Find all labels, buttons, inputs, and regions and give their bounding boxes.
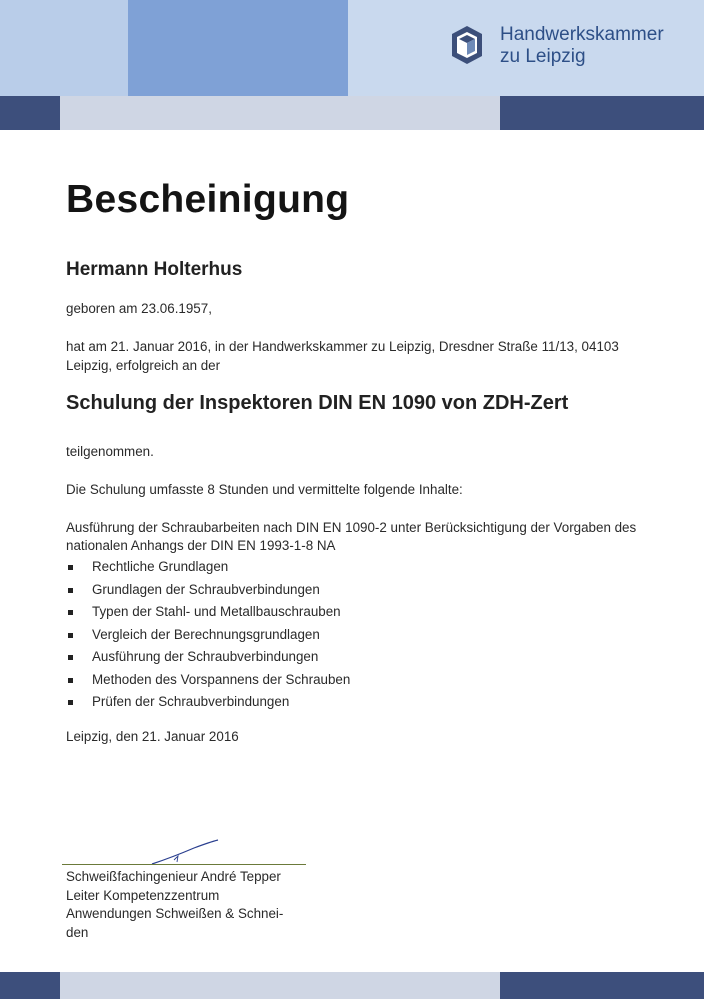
- header-block-left: [0, 0, 128, 96]
- header-block-mid: [128, 0, 348, 96]
- topic-line-1: Ausführung der Schraubarbeiten nach DIN EN 1090-2 unter Berücksichtigung der Vorgaben des: [66, 520, 637, 535]
- intro-line-2: Leipzig, erfolgreich an der: [66, 358, 221, 373]
- organization-name: [500, 24, 664, 68]
- intro-line-1: hat am 21. Januar 2016, in der Handwerkskammer zu Leipzig, Dresdner Straße 11/13, 04103: [66, 339, 619, 354]
- birth-date: geboren am 23.06.1957,: [66, 301, 212, 316]
- list-item: Rechtliche Grundlagen: [66, 556, 350, 579]
- top-band: [0, 96, 704, 130]
- recipient-name: Hermann Holterhus: [66, 259, 243, 280]
- chamber-logo-icon: [448, 26, 486, 64]
- topic-line-2: nationalen Anhangs der DIN EN 1993-1-8 NA: [66, 538, 336, 553]
- list-item: Grundlagen der Schraubverbindungen: [66, 579, 350, 602]
- content-list: [66, 556, 350, 714]
- signer-role: Leiter Kompetenzzentrum: [66, 887, 220, 903]
- scope-text: Die Schulung umfasste 8 Stunden und vermittelte folgende Inhalte:: [66, 482, 463, 497]
- signer-department: Anwendungen Schweißen & Schnei-: [66, 906, 284, 921]
- bottom-band: [0, 972, 704, 999]
- document-title: Bescheinigung: [66, 178, 350, 221]
- org-line-2: zu Leipzig: [500, 46, 586, 67]
- org-line-1: Handwerkskammer: [500, 24, 664, 45]
- signer-block: [66, 868, 283, 942]
- place-date: Leipzig, den 21. Januar 2016: [66, 729, 239, 744]
- list-item: Typen der Stahl- und Metallbauschrauben: [66, 601, 350, 624]
- list-item: Methoden des Vorspannens der Schrauben: [66, 669, 350, 692]
- course-title: Schulung der Inspektoren DIN EN 1090 von ZDH-Zert: [66, 392, 569, 414]
- signer-department-cont: den: [66, 924, 89, 940]
- list-item: Prüfen der Schraubverbindungen: [66, 691, 350, 714]
- list-item: Ausführung der Schraubverbindungen: [66, 646, 350, 669]
- participated-text: teilgenommen.: [66, 444, 154, 459]
- list-item: Vergleich der Berechnungsgrundlagen: [66, 624, 350, 647]
- signer-title: Schweißfachingenieur André Tepper: [66, 869, 281, 884]
- signature-line: [62, 864, 306, 865]
